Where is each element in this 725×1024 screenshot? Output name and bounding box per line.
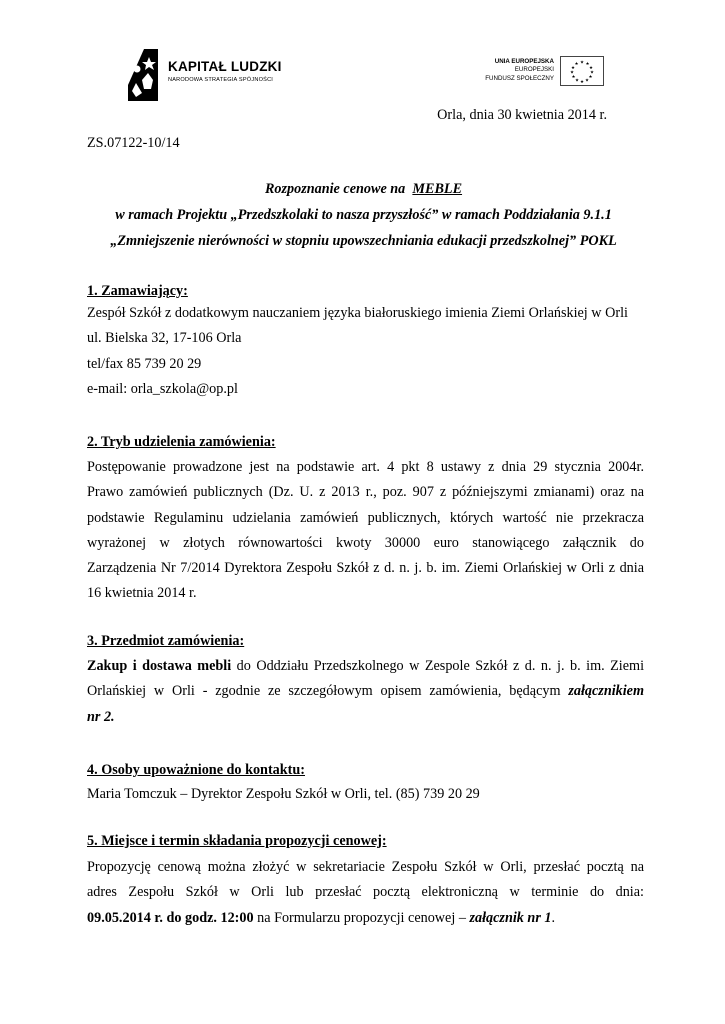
section-1-line: e-mail: orla_szkola@op.pl [87, 380, 238, 397]
section-2-line: wyrażonej w złotych równowartości kwoty 30000 euro stanowiącego załącznik do [87, 534, 644, 551]
section-5-body [87, 855, 644, 931]
place-date: Orla, dnia 30 kwietnia 2014 r. [437, 107, 607, 123]
svg-text:★: ★ [570, 66, 576, 71]
eu-logo-line3: FUNDUSZ SPOŁECZNY [485, 74, 554, 82]
section-5-heading: 5. Miejsce i termin składania propozycji cenowej: [87, 833, 387, 849]
logo-left-title: KAPITAŁ LUDZKI [168, 59, 282, 74]
svg-text:★: ★ [589, 70, 595, 76]
eu-logo [474, 56, 604, 88]
section-3-line1-rest: do Oddziału Przedszkolnego w Zespole Szkół z d. n. j. b. im. Ziemi [236, 658, 645, 674]
reference-number: ZS.07122-10/14 [87, 135, 180, 151]
attachment-1-ref: załącznik nr 1 [469, 909, 552, 926]
contact-person: Maria Tomczuk – Dyrektor Zespołu Szkół w Orli, tel. (85) 739 20 29 [87, 786, 480, 802]
attachment-number: nr 2. [87, 708, 115, 725]
svg-text:★: ★ [588, 66, 594, 71]
document-title-line3: „Zmniejszenie nierówności w stopniu upowszechniania edukacji przedszkolnej” POKL [110, 233, 617, 249]
deadline: 09.05.2014 r. do godz. 12:00 [87, 909, 254, 926]
svg-text:★: ★ [579, 80, 585, 85]
section-3-body [87, 654, 644, 730]
eu-logo-text [485, 58, 554, 83]
section-2-line: 16 kwietnia 2014 r. [87, 585, 197, 602]
svg-text:★: ★ [569, 70, 575, 76]
subject-lead: Zakup i dostawa mebli [87, 658, 232, 674]
svg-text:★: ★ [584, 78, 590, 84]
svg-text:★: ★ [571, 75, 576, 80]
attachment-ref: załącznikiem [568, 683, 645, 700]
svg-text:★: ★ [574, 62, 579, 67]
svg-text:★: ★ [574, 78, 580, 84]
section-3-line2-text: Orlańskiej w Orli - zgodnie ze szczegółowym opisem zamówienia, będącym [87, 683, 561, 700]
section-1-body [87, 301, 644, 402]
eu-logo-line1: UNIA EUROPEJSKA [494, 58, 554, 65]
section-4-body [87, 782, 644, 807]
section-5-line3 [87, 906, 644, 931]
section-4-heading: 4. Osoby upoważnione do kontaktu: [87, 762, 305, 778]
svg-text:★: ★ [579, 60, 585, 66]
title-subject: MEBLE [412, 181, 463, 197]
section-5-line2: adres Zespołu Szkół w Orli lub przesłać pocztą elektroniczną w terminie do dnia: [87, 884, 644, 901]
section-1-line: ul. Bielska 32, 17-106 Orla [87, 330, 242, 347]
kapital-ludzki-emblem-icon [122, 45, 162, 103]
section-2-line: Zarządzenia Nr 7/2014 Dyrektora Zespołu Szkół z d. n. j. b. im. Ziemi Orlańskiej w Orli z dnia [87, 560, 644, 577]
section-3-line2 [87, 679, 644, 704]
section-5-line3-end: . [551, 909, 556, 926]
section-5-line1: Propozycję cenową można złożyć w sekretariacie Zespołu Szkół w Orli, przesłać pocztą na [87, 859, 644, 875]
section-1-heading: 1. Zamawiający: [87, 283, 188, 299]
section-1-line: Zespół Szkół z dodatkowym nauczaniem języka białoruskiego imienia Ziemi Orlańskiej w Orli [87, 305, 628, 321]
section-5-line3-mid: na Formularzu propozycji cenowej – [257, 909, 466, 926]
kapital-ludzki-logo [122, 45, 292, 103]
document-title-line2: w ramach Projektu „Przedszkolaki to nasza przyszłość” w ramach Poddziałania 9.1.1 [115, 207, 612, 223]
section-2-body [87, 455, 644, 607]
section-2-line: podstawie Regulaminu udzielania zamówień publicznych, których wartość nie przekracza [87, 509, 644, 526]
logo-left-subtitle: NARODOWA STRATEGIA SPÓJNOŚCI [168, 77, 274, 83]
section-1-line: tel/fax 85 739 20 29 [87, 355, 202, 372]
section-2-line: Prawo zamówień publicznych (Dz. U. z 2013 r., poz. 907 z późniejszymi zmianami) oraz na [87, 484, 644, 501]
eu-logo-line2: EUROPEJSKI [514, 66, 554, 74]
section-3-heading: 3. Przedmiot zamówienia: [87, 633, 245, 649]
svg-text:★: ★ [585, 62, 590, 67]
svg-text:★: ★ [588, 75, 593, 80]
title-prefix: Rozpoznanie cenowe na [264, 181, 406, 197]
document-title-line1 [87, 180, 640, 198]
eu-flag-icon [560, 56, 604, 86]
section-3-line1 [87, 654, 644, 679]
section-2-line: Postępowanie prowadzone jest na podstawie art. 4 pkt 8 ustawy z dnia 29 stycznia 2004r. [87, 459, 644, 475]
section-2-heading: 2. Tryb udzielenia zamówienia: [87, 434, 276, 450]
